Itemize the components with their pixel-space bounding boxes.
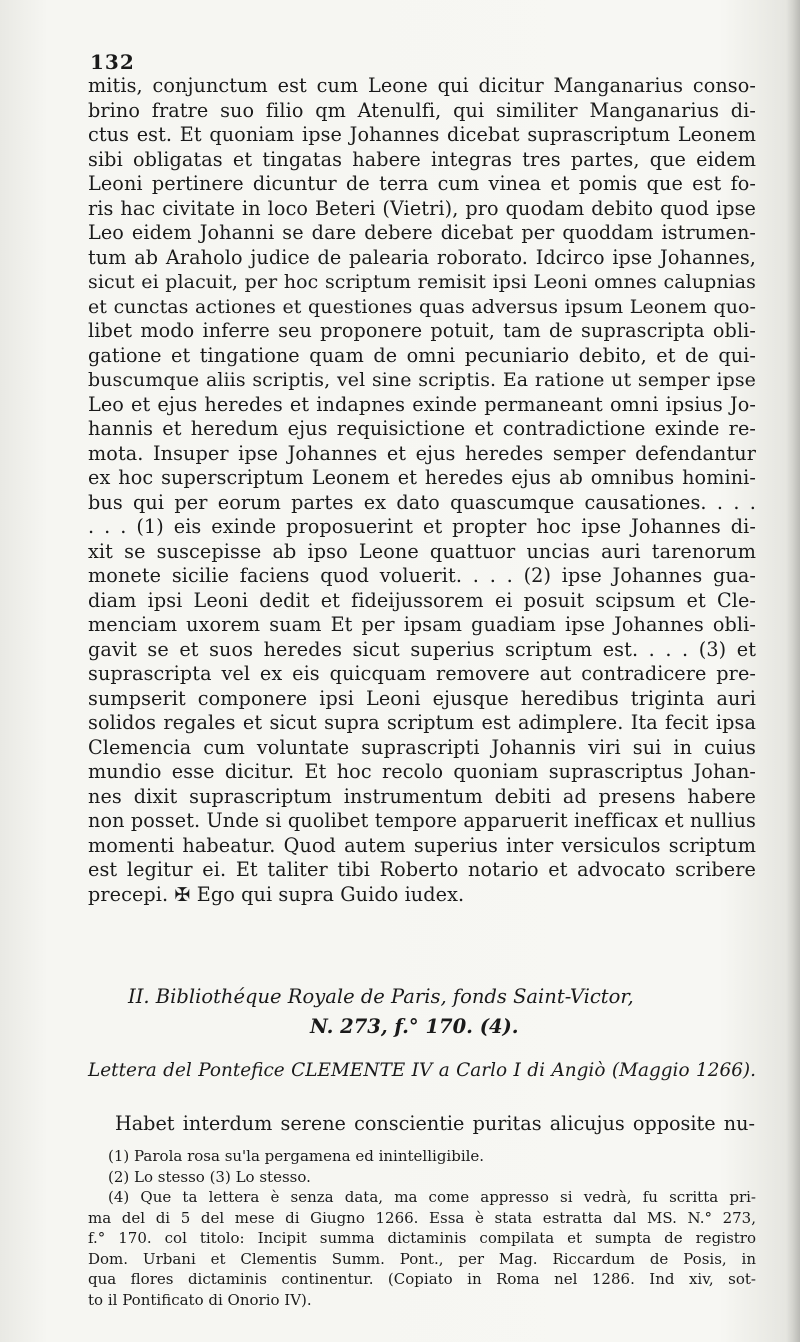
text-line: sicut ei placuit, per hoc scriptum remisit ipsi Leoni omnes calupnias (88, 271, 756, 293)
document-body (88, 74, 756, 907)
text-line: ris hac civitate in loco Beteri (Vietri), pro quodam debito quod ipse (88, 196, 756, 220)
text-line: xit se suscepisse ab ipso Leone quattuor uncias auri tarenorum (88, 539, 756, 563)
footnote-1: (1) Parola rosa su'la pergamena ed inintelligibile. (108, 1147, 485, 1165)
text-line: Leo eidem Johanni se dare debere dicebat per quoddam istrumen- (88, 221, 756, 244)
footnote-4-continued: Dom. Urbani et Clementis Summ. Pont., per Mag. Riccardum de Posis, in (88, 1249, 756, 1268)
text-line: precepi. ✠ Ego qui supra Guido iudex. (88, 882, 465, 906)
text-line: nes dixit suprascriptum instrumentum debiti ad presens habere (88, 784, 756, 808)
text-line: suprascripta vel ex eis quicquam removere aut contradicere pre- (88, 662, 756, 685)
section-heading-source: II. Bibliothéque Royale de Paris, fonds Saint-Victor, (128, 985, 634, 1008)
text-line: sumpserit componere ipsi Leoni ejusque heredibus triginta auri (88, 686, 756, 710)
page-edge-shadow (786, 0, 800, 1342)
section-heading-manuscript-ref: N. 273, f.° 170. (4). (310, 1015, 519, 1038)
footnote-4-continued: ma del di 5 del mese di Giugno 1266. Essa è stata estratta dal MS. N.° 273, (88, 1208, 756, 1227)
text-line: buscumque aliis scriptis, vel sine scriptis. Ea ratione ut semper ipse (88, 369, 756, 391)
text-line: gavit se et suos heredes sicut superius scriptum est. . . . (3) et (88, 637, 756, 661)
text-line: mota. Insuper ipse Johannes et ejus heredes semper defendantur (88, 441, 756, 465)
text-line: tum ab Araholo judice de palearia roborato. Idcirco ipse Johannes, (88, 245, 756, 269)
text-line: . . . (1) eis exinde proposuerint et propter hoc ipse Johannes di- (88, 515, 756, 538)
footnote-2-3: (2) Lo stesso (3) Lo stesso. (108, 1167, 311, 1186)
text-line: Leo et ejus heredes et indapnes exinde permaneant omni ipsius Jo- (88, 392, 756, 416)
text-line: diam ipsi Leoni dedit et fideijussorem ei posuit scipsum et Cle- (88, 588, 756, 612)
text-line: ctus est. Et quoniam ipse Johannes dicebat suprascriptum Leonem (88, 123, 756, 146)
text-line: momenti habeatur. Quod autem superius inter versiculos scriptum (88, 833, 756, 857)
text-line: mitis, conjunctum est cum Leone qui dicitur Manganarius conso- (88, 74, 756, 97)
footnote-4-continued: qua flores dictaminis continentur. (Copiato in Roma nel 1286. Ind xiv, sot- (88, 1270, 756, 1288)
text-line: Clemencia cum voluntate suprascripti Johannis viri sui in cuius (88, 735, 756, 759)
text-line: solidos regales et sicut supra scriptum est adimplere. Ita fecit ipsa (88, 711, 756, 734)
text-line: hannis et heredum ejus requisictione et contradictione exinde re- (88, 417, 756, 440)
text-line: brino fratre suo filio qm Atenulfi, qui similiter Manganarius di- (88, 98, 756, 122)
text-line: bus qui per eorum partes ex dato quascumque causationes. . . . (88, 490, 756, 514)
text-line: gatione et tingatione quam de omni pecuniario debito, et de qui- (88, 343, 756, 367)
letter-title: Lettera del Pontefice CLEMENTE IV a Carlo I di Angiò (Maggio 1266). (88, 1060, 756, 1081)
letter-opening-line: Habet interdum serene conscientie puritas alicujus opposite nu- (115, 1112, 755, 1135)
text-line: libet modo inferre seu proponere potuit, tam de suprascripta obli- (88, 319, 756, 342)
footnotes (88, 1146, 756, 1310)
page-number: 132 (90, 50, 135, 74)
text-line: monete sicilie faciens quod voluerit. . . . (2) ipse Johannes gua- (88, 564, 756, 587)
text-line: non posset. Unde si quolibet tempore apparuerit inefficax et nullius (88, 809, 756, 832)
text-line: est legitur ei. Et taliter tibi Roberto notario et advocato scribere (88, 858, 756, 881)
footnote-4-continued: to il Pontificato di Onorio IV). (88, 1290, 312, 1309)
footnote-4-continued: f.° 170. col titolo: Incipit summa dictaminis compilata et sumpta de registro (88, 1229, 756, 1247)
text-line: menciam uxorem suam Et per ipsam guadiam ipse Johannes obli- (88, 613, 756, 636)
text-line: sibi obligatas et tingatas habere integras tres partes, que eidem (88, 147, 756, 171)
text-line: et cunctas actiones et questiones quas adversus ipsum Leonem quo- (88, 295, 756, 318)
text-line: Leoni pertinere dicuntur de terra cum vinea et pomis que est fo- (88, 172, 756, 195)
text-line: ex hoc superscriptum Leonem et heredes ejus ab omnibus homini- (88, 466, 756, 489)
footnote-4: (4) Que ta lettera è senza data, ma come appresso si vedrà, fu scritta pri- (108, 1188, 756, 1206)
text-line: mundio esse dicitur. Et hoc recolo quoniam suprascriptus Johan- (88, 760, 756, 783)
